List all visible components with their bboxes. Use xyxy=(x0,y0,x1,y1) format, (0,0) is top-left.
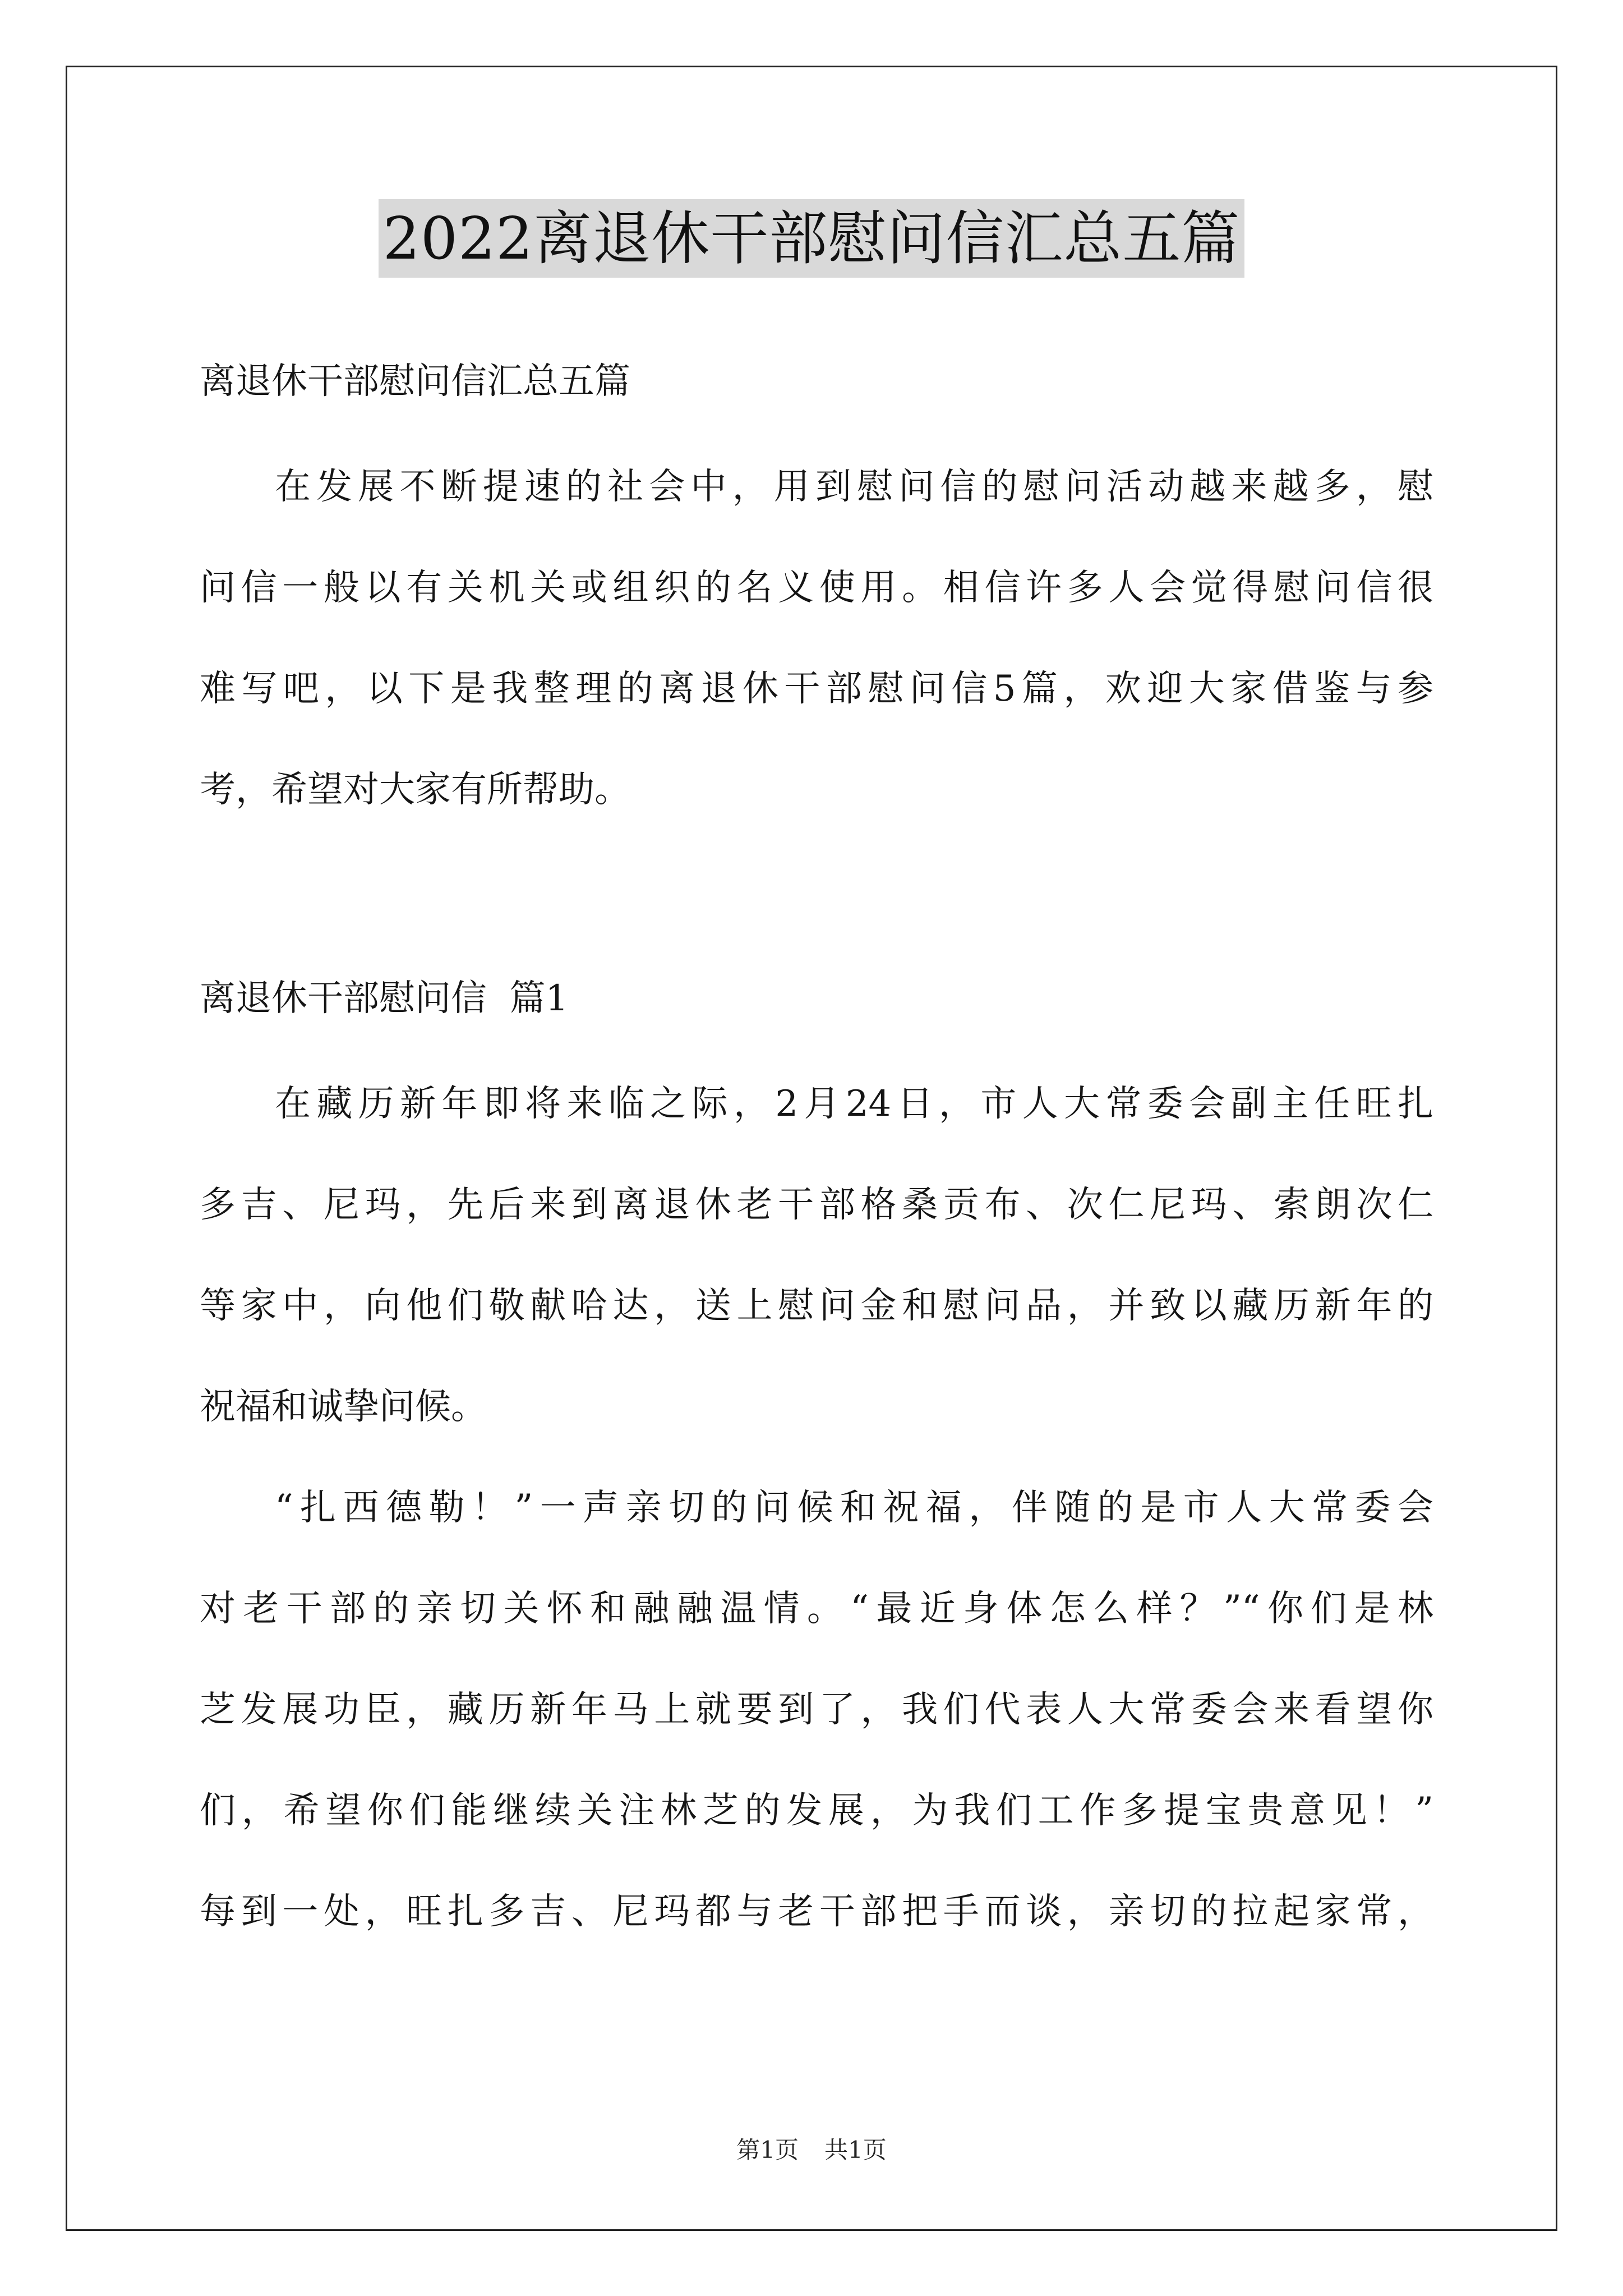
paragraph-line: 对老干部的亲切关怀和融融温情。“最近身体怎么样？”“你们是林 xyxy=(200,1588,1433,1630)
paragraph-line: 等家中，向他们敬献哈达，送上慰问金和慰问品，并致以藏历新年的 xyxy=(200,1285,1433,1327)
page-number: 第1页 xyxy=(736,2136,799,2164)
paragraph-line: 芝发展功臣，藏历新年马上就要到了，我们代表人大常委会来看望你 xyxy=(200,1689,1433,1731)
paragraph-line: 们，希望你们能继续关注林芝的发展，为我们工作多提宝贵意见！” xyxy=(200,1790,1433,1832)
document-title: 2022离退休干部慰问信汇总五篇 xyxy=(379,199,1245,278)
paragraph-line: “扎西德勒！”一声亲切的问候和祝福，伴随的是市人大常委会 xyxy=(275,1487,1433,1529)
paragraph-line: 祝福和诚挚问候。 xyxy=(200,1386,487,1428)
intro-line: 问信一般以有关机关或组织的名义使用。相信许多人会觉得慰问信很 xyxy=(200,567,1433,609)
section-heading: 离退休干部慰问信 篇1 xyxy=(200,978,569,1019)
intro-line: 考，希望对大家有所帮助。 xyxy=(200,769,630,811)
subtitle: 离退休干部慰问信汇总五篇 xyxy=(200,361,630,402)
intro-line: 难写吧，以下是我整理的离退休干部慰问信5篇，欢迎大家借鉴与参 xyxy=(200,668,1433,710)
title-container xyxy=(0,199,1623,278)
intro-line: 在发展不断提速的社会中，用到慰问信的慰问活动越来越多，慰 xyxy=(275,466,1433,508)
paragraph-line: 在藏历新年即将来临之际，2月24日，市人大常委会副主任旺扎 xyxy=(275,1083,1433,1125)
paragraph-line: 多吉、尼玛，先后来到离退休老干部格桑贡布、次仁尼玛、索朗次仁 xyxy=(200,1184,1433,1226)
page-count: 共1页 xyxy=(824,2136,887,2164)
page-footer xyxy=(0,2134,1623,2166)
paragraph-line: 每到一处，旺扎多吉、尼玛都与老干部把手而谈，亲切的拉起家常， xyxy=(200,1891,1433,1932)
